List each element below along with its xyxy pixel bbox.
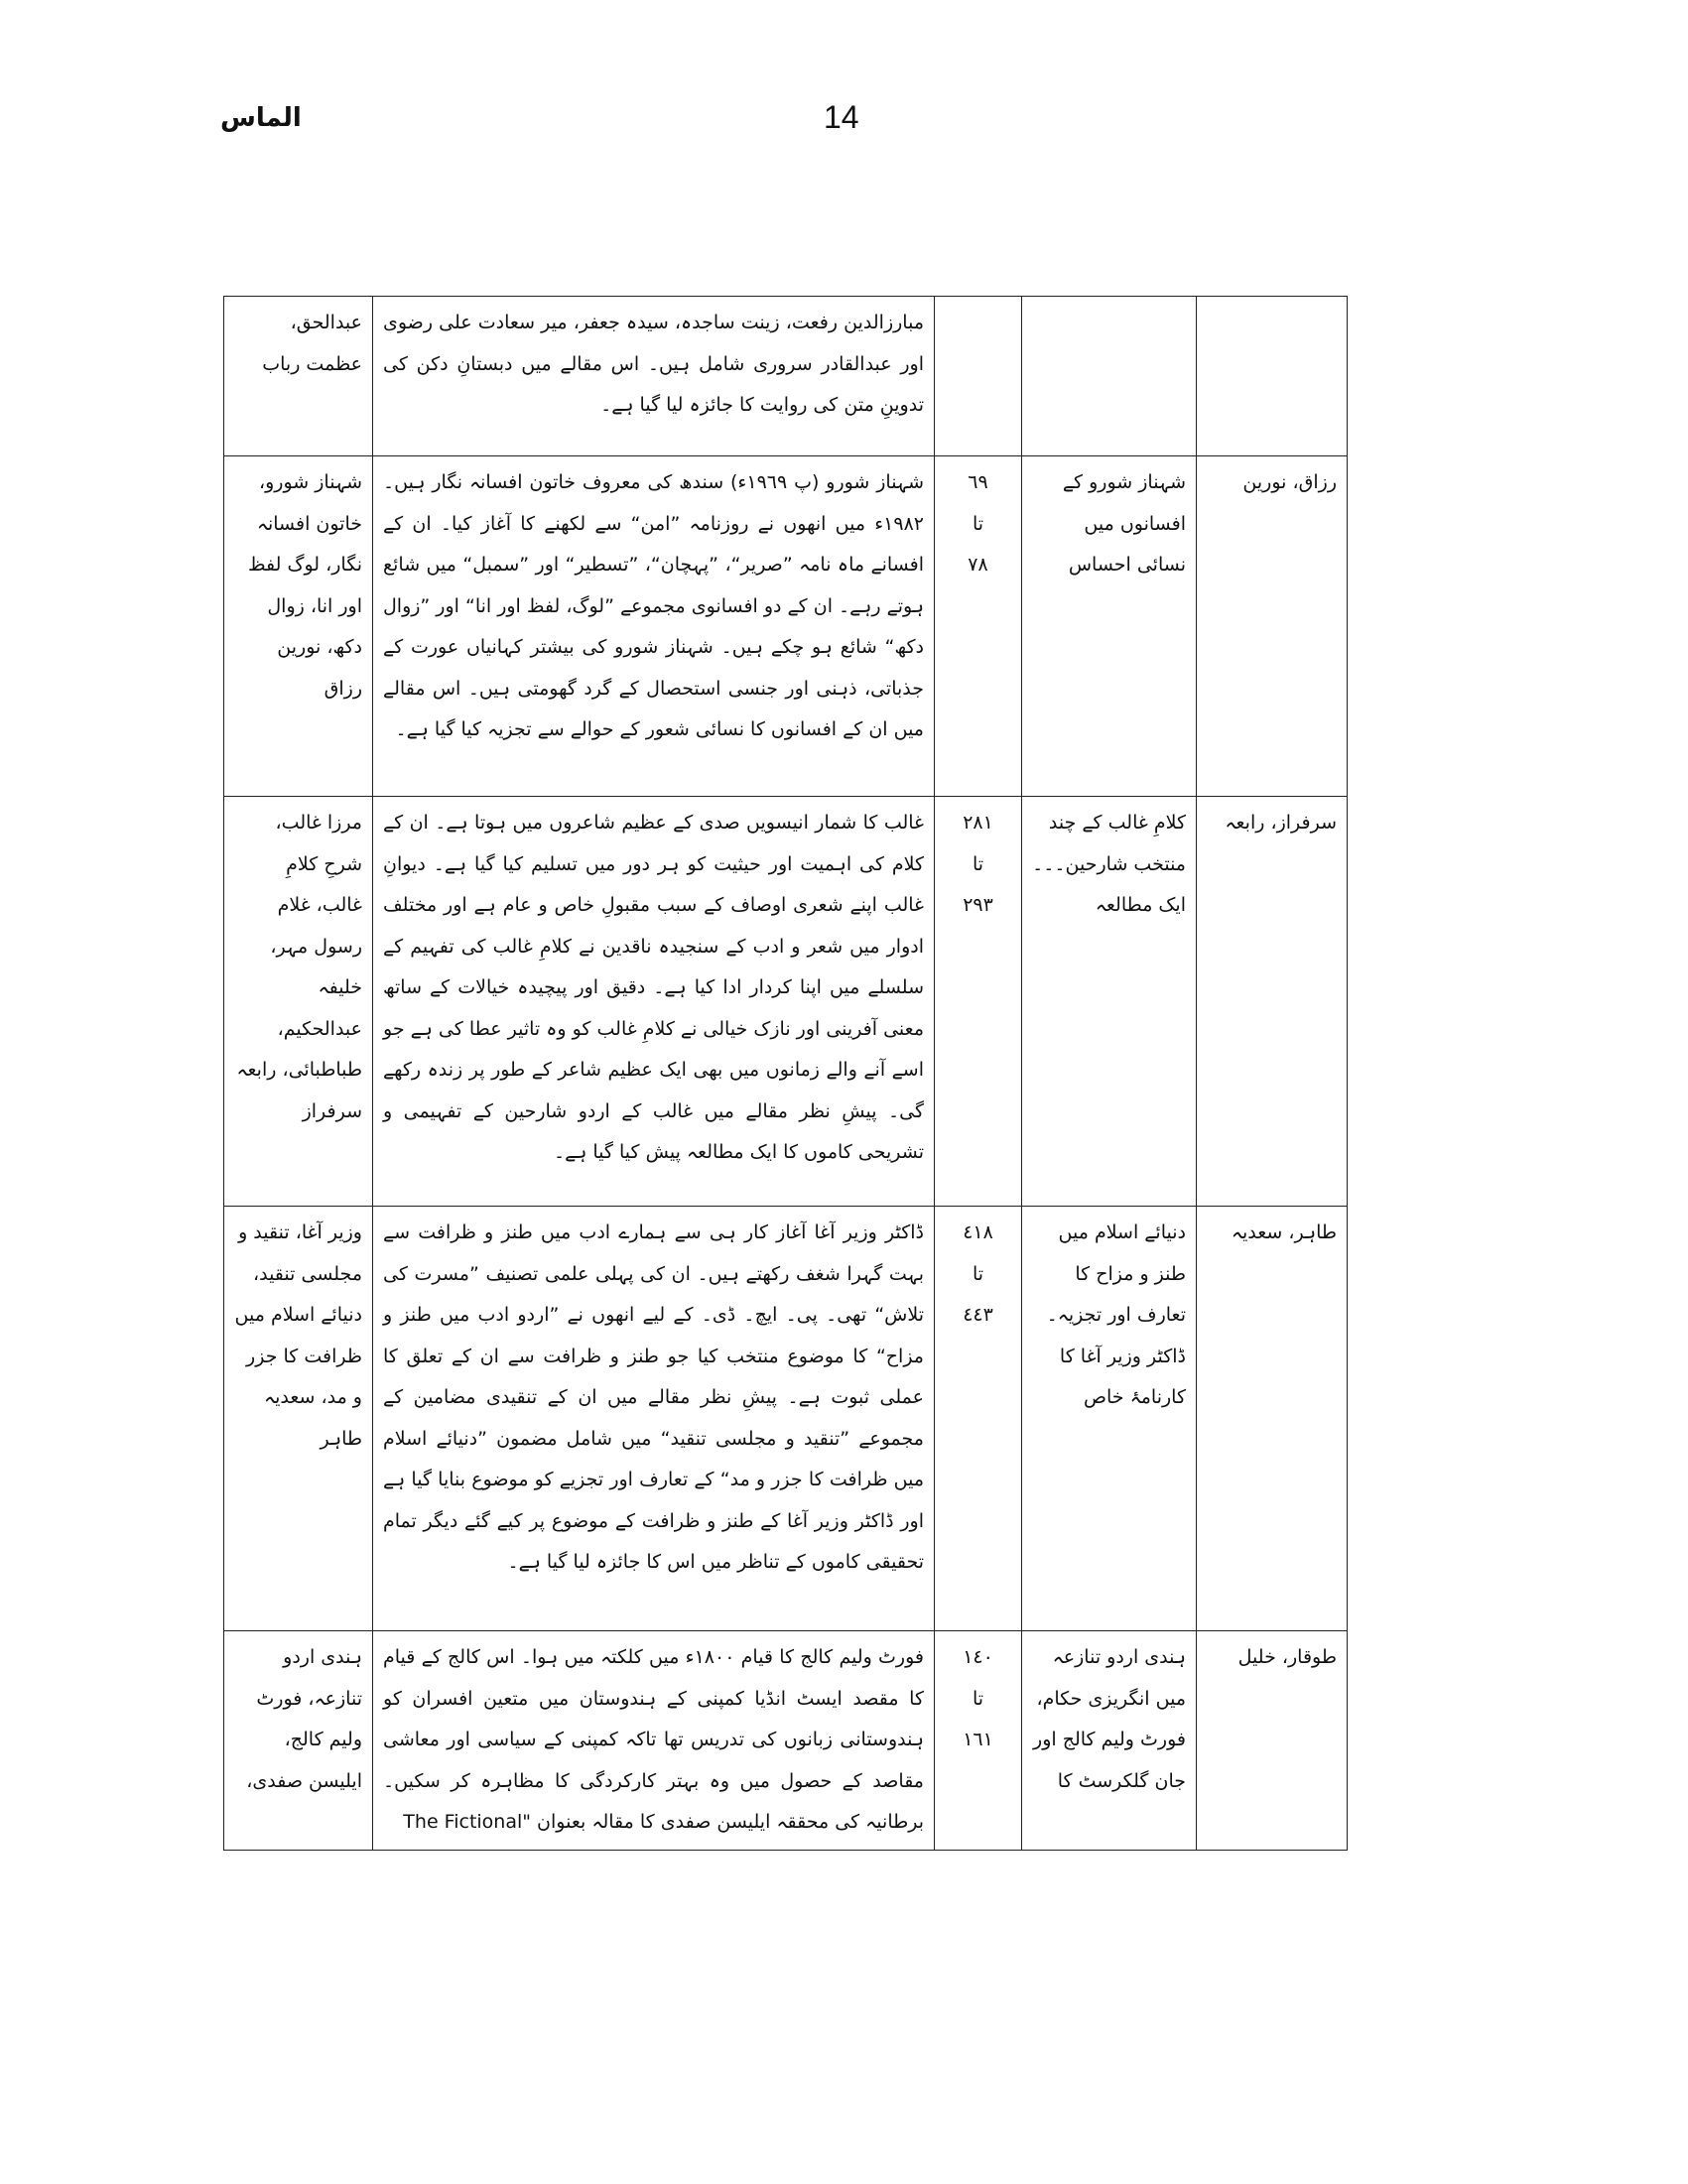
page-range-cell [935, 297, 1022, 456]
page-number: 14 [824, 99, 859, 135]
page-range-separator: تا [972, 512, 984, 535]
abstract-cell: مبارزالدین رفعت، زینت ساجدہ، سیدہ جعفر، میر سعادت علی رضوی اور عبدالقادر سروری شامل ہیں۔ اس مقالے میں دبستانِ دکن کی تدوینِ متن کی روایت کا جائزہ لیا گیا ہے۔ [373, 297, 935, 456]
page-range-separator: تا [972, 852, 984, 875]
abstract-cell: شہناز شورو (پ ١٩٦٩ء) سندھ کی معروف خاتون افسانہ نگار ہیں۔ ١٩٨٢ء میں انھوں نے روزنامہ ”امن“ سے لکھنے کا آغاز کیا۔ ان کے افسانے ماہ نامہ ”صریر“، ”پہچان“، ”تسطیر“ اور ”سمبل“ میں شائع ہوتے رہے۔ ان کے دو افسانوی مجموعے ”لوگ، لفظ اور انا“ اور ”زوال دکھ“ شائع ہو چکے ہیں۔ شہناز شورو کی بیشتر کہانیاں عورت کے جذباتی، ذہنی اور جنسی استحصال کے گرد گھومتی ہیں۔ اس مقالے میں ان کے افسانوں کا نسائی شعور کے حوالے سے تجزیہ کیا گیا ہے۔ [373, 456, 935, 797]
article-title-cell: کلامِ غالب کے چند منتخب شارحین۔۔۔ ایک مطالعہ [1022, 797, 1197, 1207]
author-cell [1197, 297, 1348, 456]
page-range-cell [935, 797, 1022, 1207]
page-end: ٢٩٣ [963, 894, 993, 916]
page-start: ٤١٨ [963, 1221, 993, 1243]
author-cell: طاہر، سعدیہ [1197, 1207, 1348, 1631]
article-title-cell: دنیائے اسلام میں طنز و مزاح کا تعارف اور تجزیہ۔ ڈاکٹر وزیر آغا کا کارنامۂ خاص [1022, 1207, 1197, 1631]
article-title-cell [1022, 297, 1197, 456]
page-range-cell [935, 1207, 1022, 1631]
page-end: ٧٨ [968, 554, 988, 576]
page-end: ١٦١ [963, 1729, 993, 1750]
page-range-separator: تا [972, 1262, 984, 1285]
abstracts-index-table [223, 296, 1348, 1851]
abstract-cell: ڈاکٹر وزیر آغا آغاز کار ہی سے ہمارے ادب میں طنز و ظرافت سے بہت گہرا شغف رکھتے ہیں۔ ان کی پہلی علمی تصنیف ”مسرت کی تلاش“ تھی۔ پی۔ ایچ۔ ڈی۔ کے لیے انھوں نے ”اردو ادب میں طنز و مزاح“ کا موضوع منتخب کیا جو طنز و ظرافت سے ان کے تعلق کا عملی ثبوت ہے۔ پیشِ نظر مقالے میں ان کے تنقیدی مضامین کے مجموعے ”تنقید و مجلسی تنقید“ میں شامل مضمون ”دنیائے اسلام میں ظرافت کا جزر و مد“ کے تعارف اور تجزیے کو موضوع بنایا گیا ہے اور ڈاکٹر وزیر آغا کے طنز و ظرافت کے موضوع پر کیے گئے دیگر تمام تحقیقی کاموں کے تناظر میں اس کا جائزہ لیا گیا ہے۔ [373, 1207, 935, 1631]
article-title-cell: شہناز شورو کے افسانوں میں نسائی احساس [1022, 456, 1197, 797]
author-cell: رزاق، نورین [1197, 456, 1348, 797]
keywords-cell: ہندی اردو تنازعہ، فورٹ ولیم کالج، ایلیسن صفدی، [224, 1631, 373, 1851]
keywords-cell: مرزا غالب، شرحِ کلامِ غالب، غلام رسول مہر، خلیفہ عبدالحکیم، طباطبائی، رابعہ سرفراز [224, 797, 373, 1207]
table-row [224, 1207, 1348, 1631]
page-range-cell [935, 456, 1022, 797]
author-cell: طوقار، خلیل [1197, 1631, 1348, 1851]
page-start: ٦٩ [968, 471, 988, 493]
table-row [224, 297, 1348, 456]
table-row [224, 797, 1348, 1207]
page-start: ١٤٠ [963, 1646, 993, 1668]
table-row [224, 1631, 1348, 1851]
abstract-cell: فورٹ ولیم کالج کا قیام ١٨٠٠ء میں کلکتہ میں ہوا۔ اس کالج کے قیام کا مقصد ایسٹ انڈیا کمپنی کے ہندوستان میں متعین افسران کو ہندوستانی زبانوں کی تدریس تھا تاکہ کمپنی کے سیاسی اور معاشی مقاصد کے حصول میں وہ بہتر کارکردگی کا مظاہرہ کر سکیں۔ برطانیہ کی محققہ ایلیسن صفدی کا مقالہ بعنوان "The Fictional [373, 1631, 935, 1851]
article-title-cell: ہندی اردو تنازعہ میں انگریزی حکام، فورٹ ولیم کالج اور جان گلکرسٹ کا [1022, 1631, 1197, 1851]
page-end: ٤٤٣ [963, 1304, 993, 1326]
keywords-cell: شہناز شورو، خاتون افسانہ نگار، لوگ لفظ اور انا، زوال دکھ، نورین رزاق [224, 456, 373, 797]
table-row [224, 456, 1348, 797]
author-cell: سرفراز، رابعہ [1197, 797, 1348, 1207]
journal-name: الماس [220, 103, 302, 133]
page-start: ٢٨١ [963, 812, 993, 834]
keywords-cell: عبدالحق، عظمت رباب [224, 297, 373, 456]
page-range-separator: تا [972, 1687, 984, 1710]
page-range-cell [935, 1631, 1022, 1851]
keywords-cell: وزیر آغا، تنقید و مجلسی تنقید، دنیائے اسلام میں ظرافت کا جزر و مد، سعدیہ طاہر [224, 1207, 373, 1631]
abstract-cell: غالب کا شمار انیسویں صدی کے عظیم شاعروں میں ہوتا ہے۔ ان کے کلام کی اہمیت اور حیثیت کو ہر دور میں تسلیم کیا گیا ہے۔ دیوانِ غالب اپنے شعری اوصاف کے سبب مقبولِ خاص و عام ہے اور مختلف ادوار میں شعر و ادب کے سنجیدہ ناقدین نے کلامِ غالب کی تفہیم کے سلسلے میں اپنا کردار ادا کیا ہے۔ دقیق اور پیچیدہ خیالات کے ساتھ معنی آفرینی اور نازک خیالی نے کلامِ غالب کو وہ تاثیر عطا کی ہے جو اسے آنے والے زمانوں میں بھی ایک عظیم شاعر کے طور پر زندہ رکھے گی۔ پیشِ نظر مقالے میں غالب کے اردو شارحین کے تفہیمی و تشریحی کاموں کا ایک مطالعہ پیش کیا گیا ہے۔ [373, 797, 935, 1207]
